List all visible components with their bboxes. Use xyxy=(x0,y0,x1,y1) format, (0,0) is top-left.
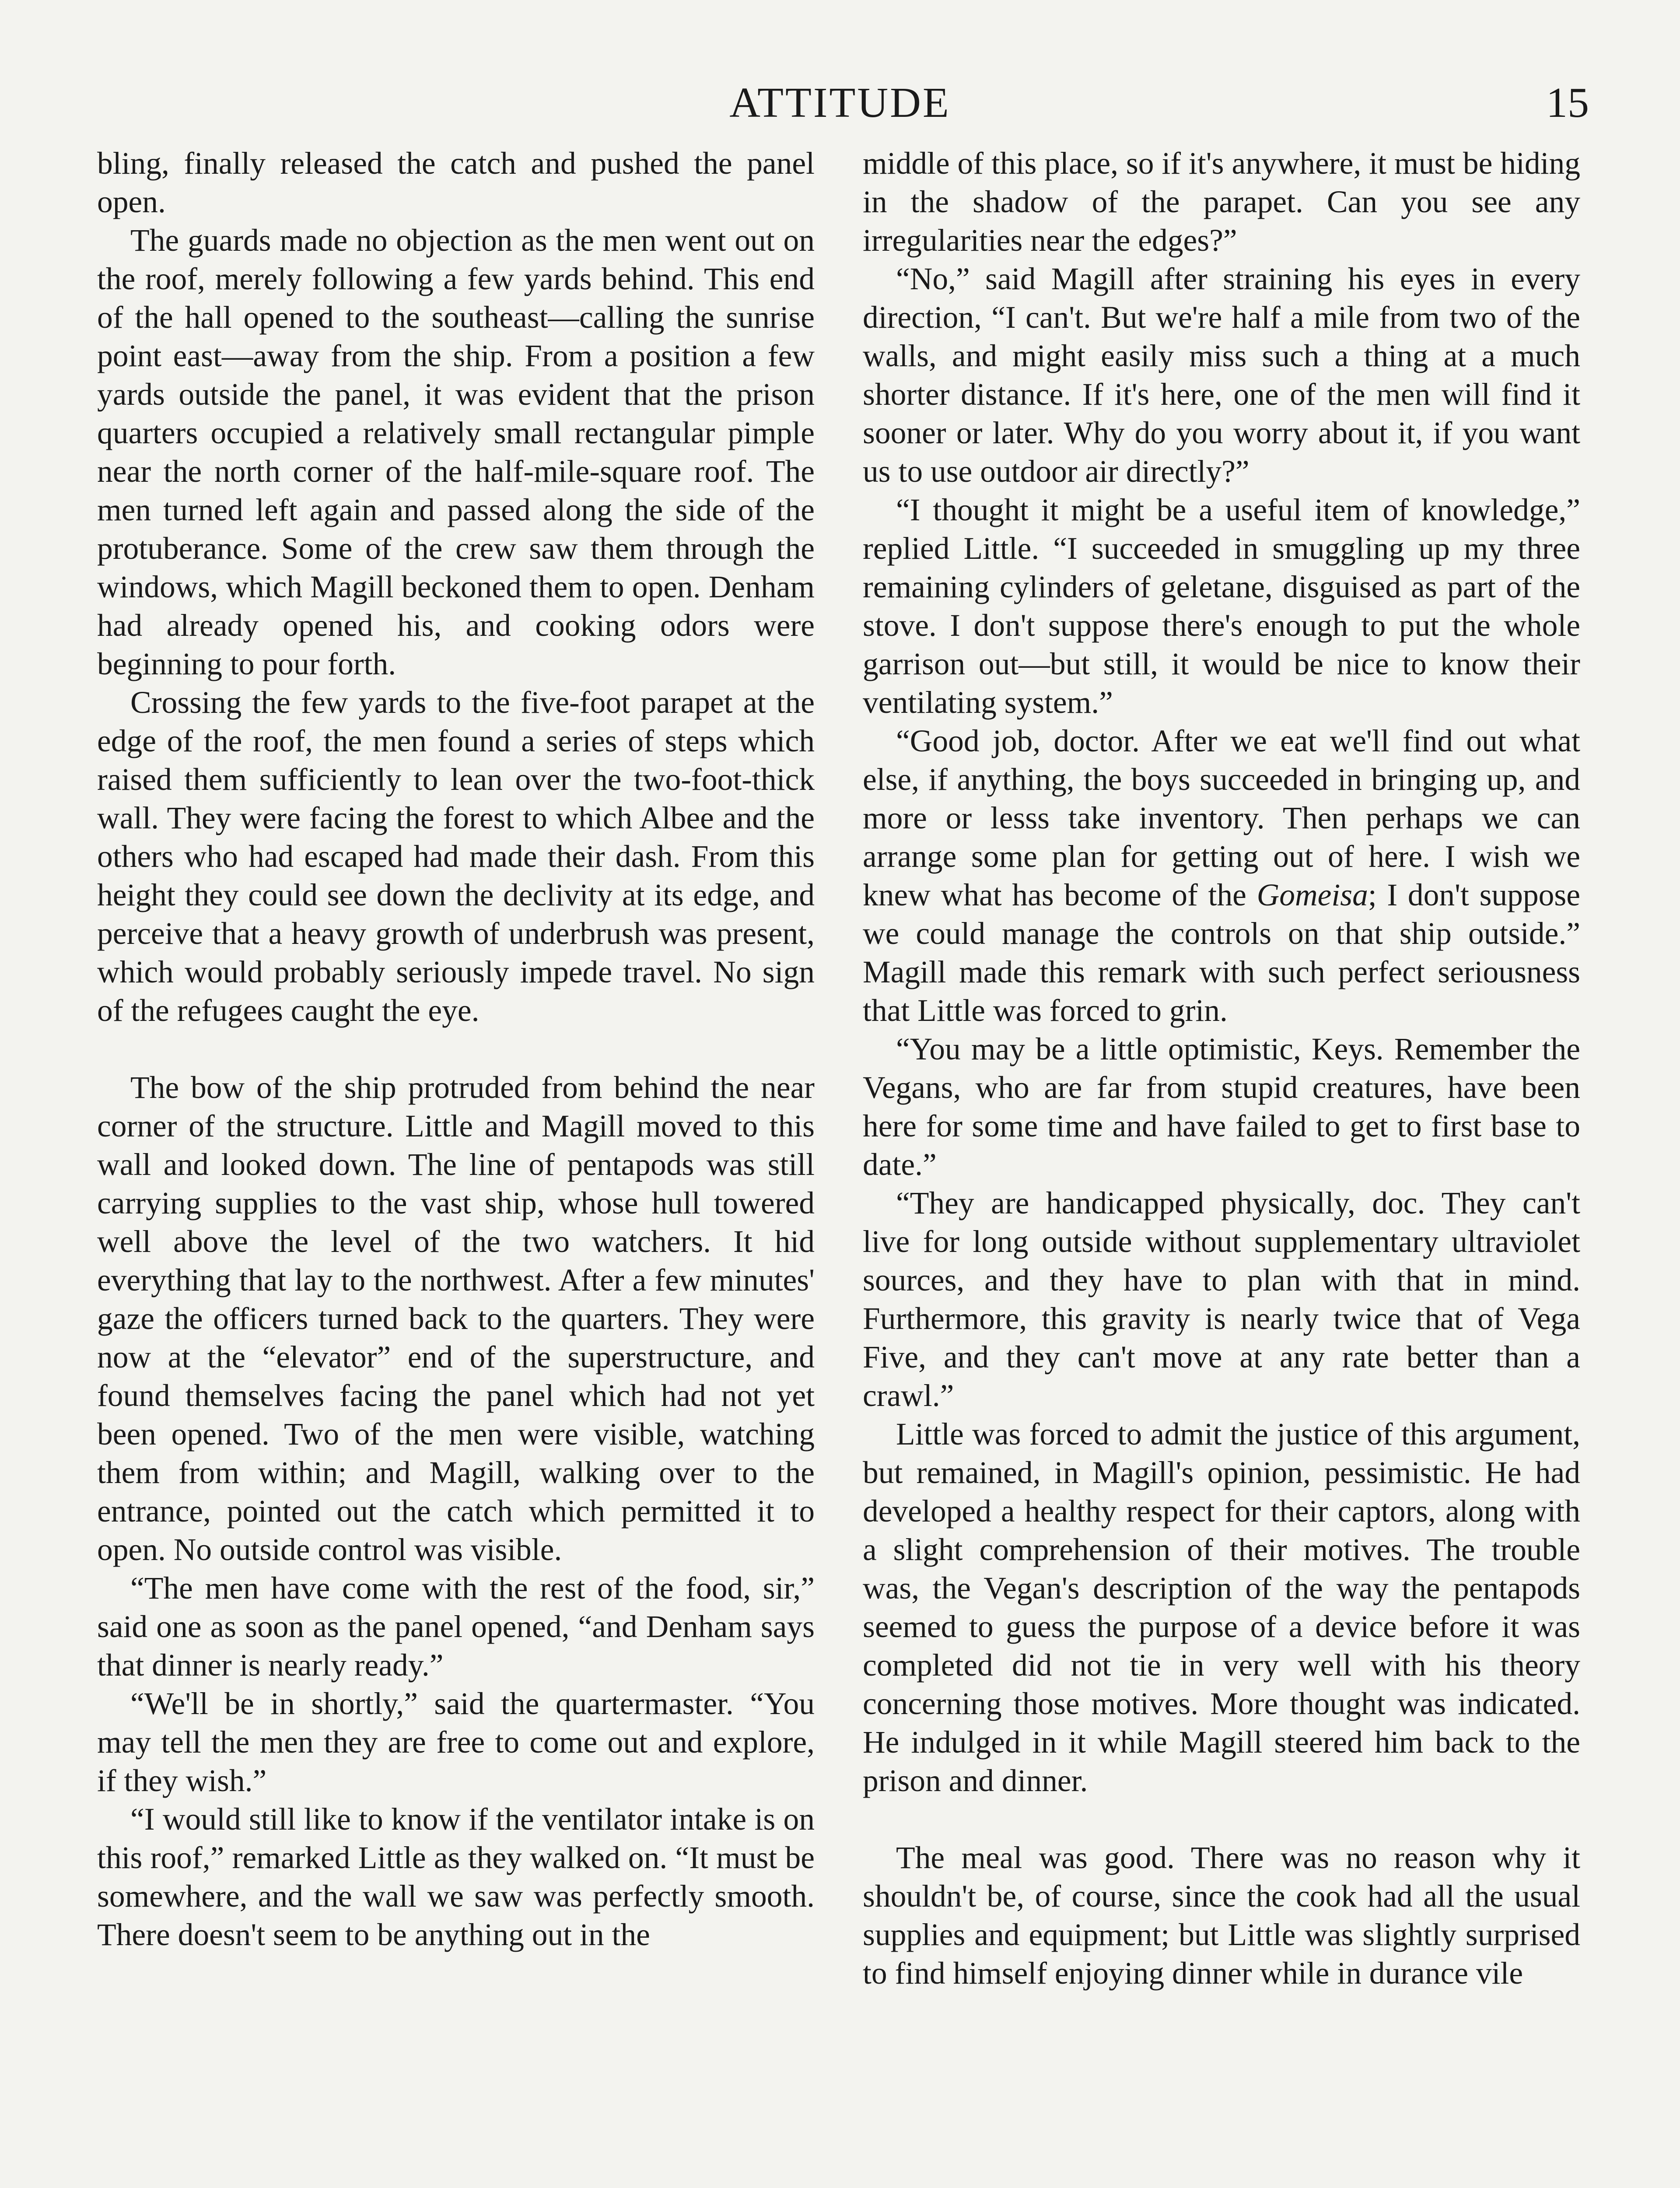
paragraph: Crossing the few yards to the five-foot parapet at the edge of the roof, the men found a series of steps which raised them sufficiently to lean over the two-foot-thick wall. They were facing the forest to which Albee and the others who had escaped had made their dash. From this height they could see down the declivity at its edge, and perceive that a heavy growth of underbrush was present, which would probably seriously impede travel. No sign of the refugees caught the eye. xyxy=(97,685,815,1028)
paragraph: Little was forced to admit the justice of this argument, but remained, in Magill's opinion, pessimistic. He had developed a healthy respect for their captors, along with a slight comprehension of their motives. The trouble was, the Vegan's description of the way the pentapods seemed to guess the purpose of a device before it was completed did not tie in very well with his theory concerning those motives. More thought was indicated. He indulged in it while Magill steered him back to the prison and dinner. xyxy=(863,1417,1580,1798)
paragraph: “They are handicapped physically, doc. They can't live for long outside without supplementary ultraviolet sources, and they have to plan with that in mind. Furthermore, this gravity is nearly twice that of Vega Five, and they can't move at any rate better than a crawl.” xyxy=(863,1186,1580,1413)
left-text-column xyxy=(97,144,815,1954)
paragraph: “You may be a little optimistic, Keys. Remember the Vegans, who are far from stupid creatures, have been here for some time and have failed to get to first base to date.” xyxy=(863,1032,1580,1182)
page-number: 15 xyxy=(1546,79,1589,126)
paragraph: The bow of the ship protruded from behind the near corner of the structure. Little and Magill moved to this wall and looked down. The line of pentapods was still carrying supplies to the vast ship, whose hull towered well above the level of the two watchers. It hid everything that lay to the northwest. After a few minutes' gaze the officers turned back to the quarters. They were now at the “elevator” end of the superstructure, and found themselves facing the panel which had not yet been opened. Two of the men were visible, watching them from within; and Magill, walking over to the entrance, pointed out the catch which permitted it to open. No outside control was visible. xyxy=(97,1070,815,1567)
paragraph: “The men have come with the rest of the food, sir,” said one as soon as the panel opened, “and Denham says that dinner is nearly ready.” xyxy=(97,1571,815,1683)
paragraph xyxy=(863,722,1580,1030)
running-header xyxy=(0,74,1680,131)
paragraph: middle of this place, so if it's anywhere, it must be hiding in the shadow of the parapet. Can you see any irregularities near the edges?” xyxy=(863,146,1580,258)
paragraph: The guards made no objection as the men went out on the roof, merely following a few yards behind. This end of the hall opened to the southeast—calling the sunrise point east—away from the ship. From a position a few yards outside the panel, it was evident that the prison quarters occupied a relatively small rectangular pimple near the north corner of the half-mile-square roof. The men turned left again and passed along the side of the protuberance. Some of the crew saw them through the windows, which Magill beckoned them to open. Denham had already opened his, and cooking odors were beginning to pour forth. xyxy=(97,223,815,681)
paragraph: “We'll be in shortly,” said the quartermaster. “You may tell the men they are free to come out and explore, if they wish.” xyxy=(97,1687,815,1798)
paragraph: bling, finally released the catch and pushed the panel open. xyxy=(97,146,815,219)
paragraph-text: ; I don't suppose we could manage the controls on that ship outside.” Magill made this remark with such perfect seriousness that Little was forced to grin. xyxy=(863,878,1580,1028)
ship-name: Gomeisa xyxy=(1256,878,1368,912)
paragraph-text: “Good job, doctor. After we eat we'll find out what else, if anything, the boys succeeded in bringing up, and more or lesss take inventory. Then perhaps we can arrange some plan for getting out of here. I wish we knew what has become of the xyxy=(863,724,1580,912)
paragraph: “I thought it might be a useful item of knowledge,” replied Little. “I succeeded in smuggling up my three remaining cylinders of geletane, disguised as part of the stove. I don't suppose there's enough to put the whole garrison out—but still, it would be nice to know their ventilating system.” xyxy=(863,493,1580,720)
paragraph: The meal was good. There was no reason why it shouldn't be, of course, since the cook had all the usual supplies and equipment; but Little was slightly surprised to find himself enjoying dinner while in durance vile xyxy=(863,1841,1580,1991)
right-text-column xyxy=(863,144,1580,1993)
running-title: ATTITUDE xyxy=(729,79,951,126)
paragraph: “No,” said Magill after straining his eyes in every direction, “I can't. But we're half a mile from two of the walls, and might easily miss such a thing at a much shorter distance. If it's here, one of the men will find it sooner or later. Why do you worry about it, if you want us to use outdoor air directly?” xyxy=(863,262,1580,489)
paragraph: “I would still like to know if the ventilator intake is on this roof,” remarked Little as they walked on. “It must be somewhere, and the wall we saw was perfectly smooth. There doesn't seem to be anything out in the xyxy=(97,1802,815,1952)
